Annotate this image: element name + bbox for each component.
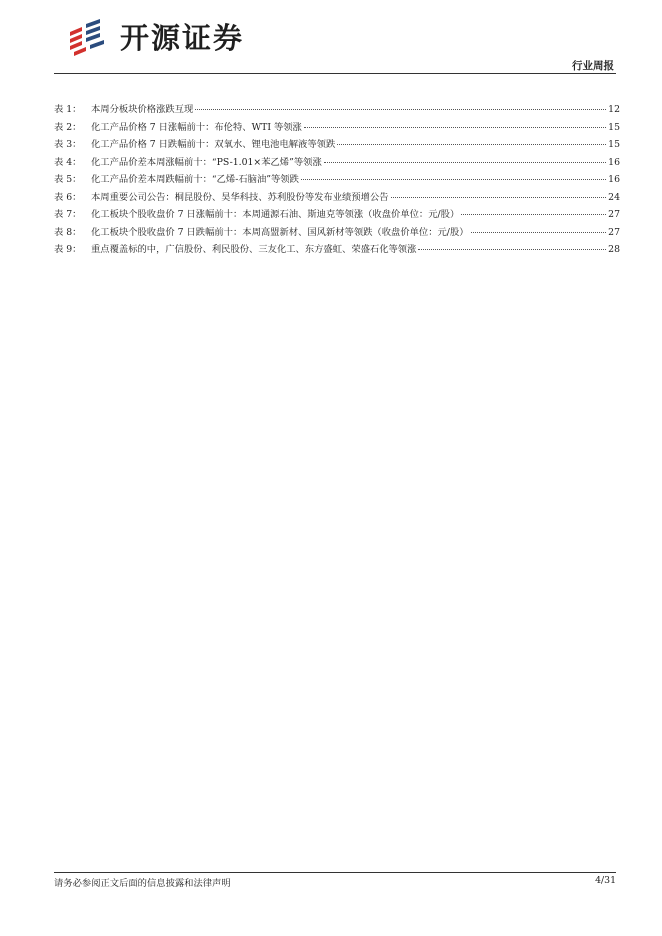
toc-entry-number: 表 1： xyxy=(54,104,82,115)
toc-entry[interactable] xyxy=(54,154,620,172)
header-divider xyxy=(54,73,616,74)
toc-entry-title: 化工板块个股收盘价 7 日涨幅前十：本周通源石油、斯迪克等领涨（收盘价单位：元/股） xyxy=(91,209,460,220)
table-of-tables xyxy=(54,101,620,259)
toc-entry-title: 化工产品价格 7 日涨幅前十：布伦特、WTI 等领涨 xyxy=(91,121,302,133)
toc-dot-leader xyxy=(301,179,606,180)
toc-entry-page: 24 xyxy=(608,191,620,203)
toc-entry-page: 28 xyxy=(608,244,620,255)
toc-entry-number: 表 3： xyxy=(54,139,82,150)
toc-entry-page: 12 xyxy=(608,104,620,115)
toc-entry[interactable] xyxy=(54,119,620,137)
toc-entry-number: 表 2： xyxy=(54,121,82,133)
toc-entry[interactable] xyxy=(54,136,620,154)
toc-dot-leader xyxy=(304,127,606,128)
toc-entry-number: 表 5： xyxy=(54,174,82,185)
toc-entry[interactable] xyxy=(54,206,620,224)
toc-entry-page: 15 xyxy=(608,139,620,150)
logo-wordmark: 开源证券 xyxy=(120,21,245,55)
toc-entry-number: 表 6： xyxy=(54,191,82,203)
toc-dot-leader xyxy=(337,144,606,145)
toc-entry[interactable] xyxy=(54,101,620,119)
toc-entry-title: 化工板块个股收盘价 7 日跌幅前十：本周高盟新材、国风新材等领跌（收盘价单位：元/股） xyxy=(91,226,469,238)
toc-dot-leader xyxy=(418,249,606,250)
toc-entry-page: 27 xyxy=(608,209,620,220)
toc-entry-page: 15 xyxy=(608,121,620,133)
toc-entry-title: 化工产品价差本周涨幅前十：“PS-1.01×苯乙烯”等领涨 xyxy=(91,156,322,168)
company-logo xyxy=(66,18,244,58)
toc-entry-title: 重点覆盖标的中，广信股份、利民股份、三友化工、东方盛虹、荣盛石化等领涨 xyxy=(91,244,417,255)
toc-entry[interactable] xyxy=(54,189,620,207)
toc-dot-leader xyxy=(471,232,607,233)
page-number: 4/31 xyxy=(595,875,616,886)
footer-divider xyxy=(54,872,616,873)
toc-entry-page: 16 xyxy=(608,156,620,168)
toc-entry-number: 表 4： xyxy=(54,156,82,168)
toc-dot-leader xyxy=(324,162,606,163)
toc-dot-leader xyxy=(195,109,606,110)
toc-dot-leader xyxy=(391,197,607,198)
toc-entry-number: 表 9： xyxy=(54,244,82,255)
toc-entry-number: 表 8： xyxy=(54,226,82,238)
toc-entry[interactable] xyxy=(54,224,620,242)
toc-dot-leader xyxy=(461,214,606,215)
toc-entry-title: 化工产品价差本周跌幅前十：“乙烯-石脑油”等领跌 xyxy=(91,174,299,185)
toc-entry-page: 16 xyxy=(608,174,620,185)
kaiyuan-logo-icon xyxy=(66,18,116,58)
toc-entry[interactable] xyxy=(54,171,620,189)
toc-entry-title: 本周分板块价格涨跌互现 xyxy=(91,104,194,115)
report-type-label: 行业周报 xyxy=(572,60,614,72)
toc-entry-page: 27 xyxy=(608,226,620,238)
toc-entry-number: 表 7： xyxy=(54,209,82,220)
footer-disclaimer: 请务必参阅正文后面的信息披露和法律声明 xyxy=(54,878,231,889)
toc-entry-title: 化工产品价格 7 日跌幅前十：双氧水、锂电池电解液等领跌 xyxy=(91,139,336,150)
toc-entry[interactable] xyxy=(54,241,620,259)
toc-entry-title: 本周重要公司公告：桐昆股份、昊华科技、苏利股份等发布业绩预增公告 xyxy=(91,191,389,203)
